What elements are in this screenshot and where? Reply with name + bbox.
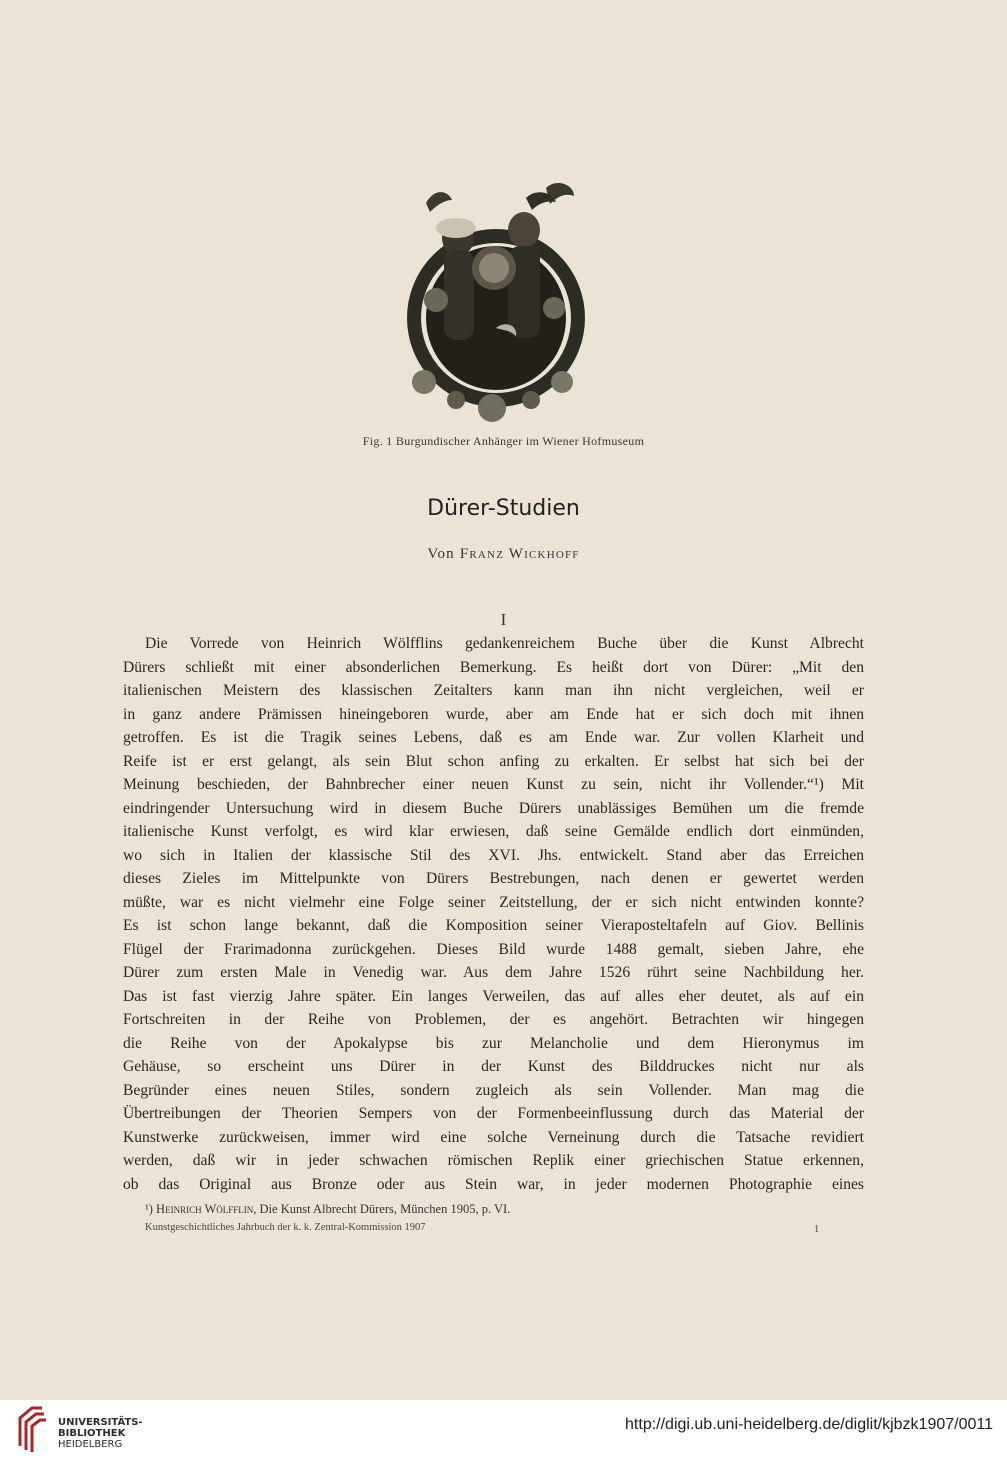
article-title: Dürer-Studien [427, 496, 580, 521]
text-line: Dürer zum ersten Male in Venedig war. Aus dem Jahre 1526 rührt seine Nachbildung her. [123, 964, 864, 981]
text-line: Übertreibungen der Theorien Sempers von der Formenbeeinflussung durch das Material der [123, 1105, 864, 1122]
figure-caption: Fig. 1 Burgundischer Anhänger im Wiener Hofmuseum [362, 434, 645, 448]
text-line: dieses Zieles im Mittelpunkte von Dürers Bestrebungen, nach denen er gewertet werden [123, 870, 864, 887]
permalink-url[interactable]: http://digi.ub.uni-heidelberg.de/diglit/kjbzk1907/0011 [625, 1416, 993, 1433]
text-line: wo sich in Italien der klassische Stil des XVI. Jhs. entwickelt. Stand aber das Erreichen [123, 846, 864, 864]
text-line: Reife ist er erst gelangt, als sein Blut schon anfing zu erkalten. Er selbst hat sich bei der [123, 752, 864, 770]
library-name [58, 1417, 143, 1450]
text-line: ob das Original aus Bronze oder aus Stein war, in jeder modernen Photographie eines [123, 1175, 864, 1193]
text-line: Das ist fast vierzig Jahre später. Ein langes Verweilen, das auf alles eher deutet, als auf ein [123, 987, 864, 1005]
library-logo-icon [12, 1404, 48, 1454]
text-line: Meinung beschieden, der Bahnbrecher einer neuen Kunst zu sein, nicht ihr Vollender.“¹) Mit [123, 776, 864, 793]
text-line: Gehäuse, so erscheint uns Dürer in der Kunst des Bilddruckes nicht nur als [123, 1058, 864, 1075]
footnote-text: , Die Kunst Albrecht Dürers, München 1905, p. VI. [253, 1202, 511, 1216]
author-name: Franz Wickhoff [459, 546, 580, 562]
text-line: Es ist schon lange bekannt, daß die Komposition seiner Vieraposteltafeln auf Giov. Bellinis [123, 917, 864, 934]
text-line: Dürers schließt mit einer absonderlichen Bemerkung. Es heißt dort von Dürer: „Mit den [123, 658, 864, 676]
text-line: italienische Kunst verfolgt, es wird klar erwiesen, daß seine Gemälde endlich dort einmünden, [123, 823, 864, 840]
text-line: getroffen. Es ist die Tragik seines Lebens, daß es am Ende war. Zur vollen Klarheit und [123, 729, 864, 746]
library-name-line2: BIBLIOTHEK [58, 1428, 126, 1439]
library-logo-graphic [12, 1404, 48, 1454]
text-line: die Reihe von der Apokalypse bis zur Melancholie und dem Hieronymus im [123, 1034, 864, 1052]
text-line: in ganz andere Prämissen hineingeboren wurde, aber am Ende hat er sich doch mit ihnen [123, 705, 864, 723]
text-line: Die Vorrede von Heinrich Wölfflins gedankenreichem Buche über die Kunst Albrecht [145, 635, 864, 652]
author-prefix: Von [427, 546, 460, 562]
text-line: italienischen Meistern des klassischen Zeitalters kann man ihn nicht vergleichen, weil er [123, 682, 864, 699]
page-number: 1 [814, 1224, 820, 1235]
library-name-line3: HEIDELBERG [58, 1439, 123, 1450]
text-line: Flügel der Frarimadonna zurückgehen. Dieses Bild wurde 1488 gemalt, sieben Jahre, ehe [123, 940, 864, 958]
library-footer-bar [0, 1400, 1007, 1471]
footnote [145, 1202, 510, 1217]
article-author [0, 546, 1007, 563]
footnote-author: Heinrich Wölfflin [156, 1202, 254, 1216]
text-line: Kunstwerke zurückweisen, immer wird eine solche Verneinung durch die Tatsache revidiert [123, 1128, 864, 1146]
text-line: müßte, war es nicht vielmehr eine Folge seiner Zeitstellung, der er sich nicht entwinden konnte? [123, 893, 864, 911]
pendant-figure-image [396, 178, 596, 428]
section-number: I [500, 610, 507, 629]
library-name-line1: UNIVERSITÄTS- [58, 1417, 143, 1428]
text-line: werden, daß wir in jeder schwachen römischen Replik einer griechischen Statue erkennen, [123, 1152, 864, 1169]
text-line: Fortschreiten in der Reihe von Problemen, der es angehört. Betrachten wir hingegen [123, 1011, 864, 1028]
running-footer: Kunstgeschichtliches Jahrbuch der k. k. Zentral-Kommission 1907 [145, 1222, 426, 1233]
footnote-marker: ¹) [145, 1202, 153, 1216]
text-line: eindringender Untersuchung wird in diesem Buche Dürers unablässiges Bemühen um die fremde [123, 799, 864, 817]
article-body [123, 632, 864, 1196]
text-line: Begründer eines neuen Stiles, sondern zugleich als sein Vollender. Man mag die [123, 1081, 864, 1099]
pendant-illustration [396, 178, 596, 428]
